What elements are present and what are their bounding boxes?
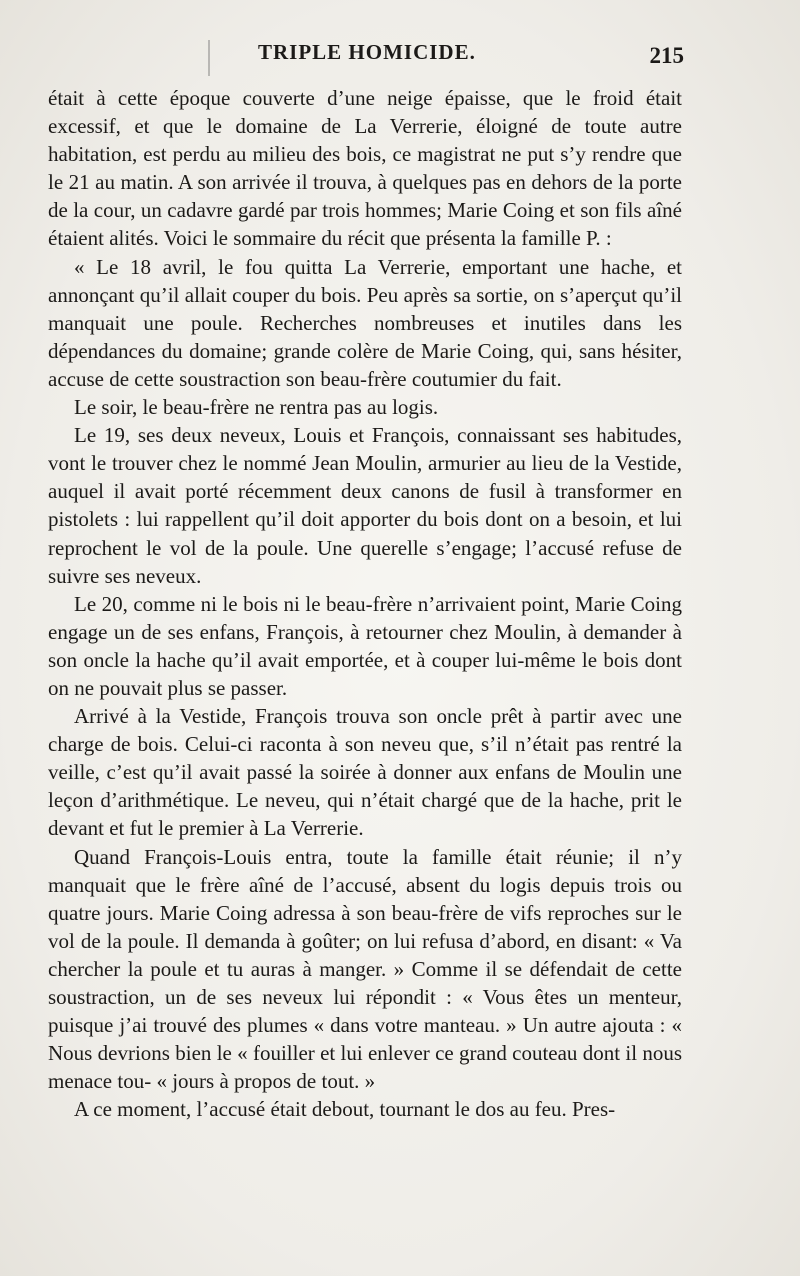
paragraph: Le 19, ses deux neveux, Louis et François, connaissant ses habitudes, vont le trouver chez le nommé Jean Moulin, armurier au lieu de la Vestide, auquel il avait porté récemment deux canons de fusil à transformer en pistolets : lui rappellent qu’il doit apporter du bois dont on a besoin, et lui reprochent le vol de la poule. Une querelle s’engage; l’accusé refuse de suivre ses neveux. bbox=[48, 423, 682, 588]
fold-mark bbox=[208, 40, 210, 76]
paragraph: Le 20, comme ni le bois ni le beau-frère n’arrivaient point, Marie Coing engage un de ses enfans, François, à retourner chez Moulin, à demander à son oncle la hache qu’il avait emportée, et à couper lui-même le bois dont on ne pouvait plus se passer. bbox=[48, 591, 682, 700]
body-text bbox=[48, 84, 682, 1123]
paragraph: était à cette époque couverte d’une neige épaisse, que le froid était excessif, et que le domaine de La Verrerie, éloigné de toute autre habitation, est perdu au milieu des bois, ce magistrat ne put s’y rendre que le 21 au matin. A son arrivée il trouva, à quelques pas en dehors de la porte de la cour, un cadavre gardé par trois hommes; Marie Coing et son fils aîné étaient alités. Voici le sommaire du récit que présenta la famille P. : bbox=[48, 86, 682, 251]
paragraph: A ce moment, l’accusé était debout, tournant le dos au feu. Pres- bbox=[74, 1097, 616, 1122]
page-header bbox=[48, 40, 682, 80]
running-head: TRIPLE HOMICIDE. bbox=[258, 40, 476, 64]
paragraph: Arrivé à la Vestide, François trouva son oncle prêt à partir avec une charge de bois. Celui-ci raconta à son neveu que, s’il n’était pas rentré la veille, c’est qu’il avait passé la soirée à donner aux enfans de Moulin une leçon d’arithmétique. Le neveu, qui n’était chargé que de la hache, prit le devant et fut le premier à La Verrerie. bbox=[48, 704, 682, 841]
page-number: 215 bbox=[649, 43, 684, 68]
paragraph: Quand François-Louis entra, toute la famille était réunie; il n’y manquait que le frère aîné de l’accusé, absent du logis depuis trois ou quatre jours. Marie Coing adressa à son beau-frère de vifs reproches sur le vol de la poule. Il demanda à goûter; on lui refusa d’abord, en disant: « Va chercher la poule et tu auras à manger. » Comme il se défendait de cette soustraction, un de ses neveux lui répondit : « Vous êtes un menteur, puisque j’ai trouvé des plumes « dans votre manteau. » Un autre ajouta : « Nous devrions bien le « fouiller et lui enlever ce grand couteau dont il nous menace tou- « jours à propos de tout. » bbox=[48, 844, 682, 1094]
paragraph: « Le 18 avril, le fou quitta La Verrerie, emportant une hache, et annonçant qu’il allait couper du bois. Peu après sa sortie, on s’aperçut qu’il manquait une poule. Recherches nombreuses et inutiles dans les dépendances du domaine; grande colère de Marie Coing, qui, sans hésiter, accuse de cette soustraction son beau-frère coutumier du fait. bbox=[48, 254, 682, 391]
paragraph: Le soir, le beau-frère ne rentra pas au logis. bbox=[74, 395, 439, 420]
